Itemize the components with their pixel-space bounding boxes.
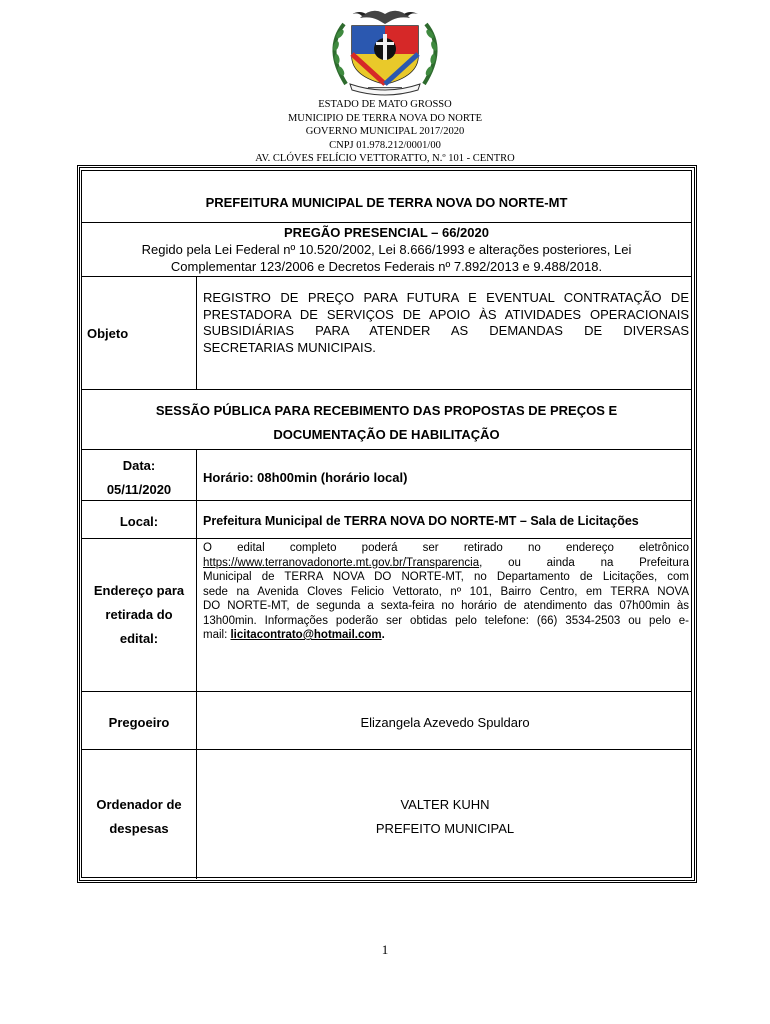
contact-email-link[interactable]: licitacontrato@hotmail.com — [230, 629, 382, 641]
session-heading-line2: DOCUMENTAÇÃO DE HABILITAÇÃO — [273, 427, 500, 442]
ordenador-details — [197, 793, 693, 841]
ordenador-role: PREFEITO MUNICIPAL — [375, 821, 515, 836]
session-heading-line1: SESSÃO PÚBLICA PARA RECEBIMENTO DAS PROPOSTAS DE PREÇOS E — [155, 403, 618, 418]
pregoeiro-label: Pregoeiro — [108, 715, 170, 730]
date-value: 05/11/2020 — [106, 482, 172, 497]
document-title: PREFEITURA MUNICIPAL DE TERRA NOVA DO NORTE-MT — [205, 195, 568, 210]
pregao-heading: PREGÃO PRESENCIAL – 66/2020 — [284, 225, 489, 240]
ordenador-name: VALTER KUHN — [400, 797, 490, 812]
objeto-label: Objeto — [87, 326, 129, 341]
transparency-portal-link[interactable]: https://www.terranovadonorte.mt.gov.br/Transparencia — [203, 556, 480, 569]
location-label: Local: — [119, 514, 159, 529]
letterhead — [0, 98, 770, 166]
notice-table — [81, 170, 692, 878]
address-details: O edital completo poderá ser retirado no endereço eletrônico https://www.terranovadonorte.mt.gov.br/Transparencia, ou ainda na Prefeitura Municipal de TERRA NOVA DO NORTE-MT, no Departamento de Licitações, com sede na Avenida Cloves Felicio Vettorato, nº 101, Bairro Centro, em TERRA NOVA DO NORTE-MT, de segunda a sexta-feira no horário de atendimento das 07h00min às 13h00min. Informações poderão ser obtidas pelo telefone: (66) 3534-2503 ou pelo e- mail: licitacontrato@hotmail.com. — [203, 542, 689, 641]
session-time: Horário: 08h00min (horário local) — [203, 470, 408, 485]
page-number: 1 — [381, 942, 389, 957]
pregao-legal-basis-line2: Complementar 123/2006 e Decretos Federais nº 7.892/2013 e 9.488/2018. — [170, 259, 603, 274]
header-state: ESTADO DE MATO GROSSO — [318, 99, 452, 110]
ordenador-label: Ordenador de despesas — [96, 797, 182, 836]
pregao-legal-basis-line1: Regido pela Lei Federal nº 10.520/2002, Lei 8.666/1993 e alterações posteriores, Lei — [141, 242, 632, 257]
header-address: AV. CLÓVES FELÍCIO VETTORATTO, N.º 101 - CENTRO — [255, 153, 515, 164]
header-municipality: MUNICIPIO DE TERRA NOVA DO NORTE — [287, 112, 483, 124]
location-value: Prefeitura Municipal de TERRA NOVA DO NORTE-MT – Sala de Licitações — [203, 514, 639, 528]
objeto-description: REGISTRO DE PREÇO PARA FUTURA E EVENTUAL CONTRATAÇÃO DE PRESTADORA DE SERVIÇOS DE APOIO ÀS ATIVIDADES OPERACIONAIS SUBSIDIÁRIAS PARA ATENDER AS DEMANDAS DE DIVERSAS SECRETARIAS MUNICIPAIS. — [203, 290, 689, 355]
date-label: Data: — [122, 458, 156, 473]
address-label: Endereço para retirada do edital: — [93, 583, 185, 646]
header-government: GOVERNO MUNICIPAL 2017/2020 — [305, 126, 465, 137]
municipal-crest-logo — [300, 4, 470, 96]
pregoeiro-name: Elizangela Azevedo Spuldaro — [360, 715, 530, 730]
header-cnpj: CNPJ 01.978.212/0001/00 — [329, 139, 441, 151]
